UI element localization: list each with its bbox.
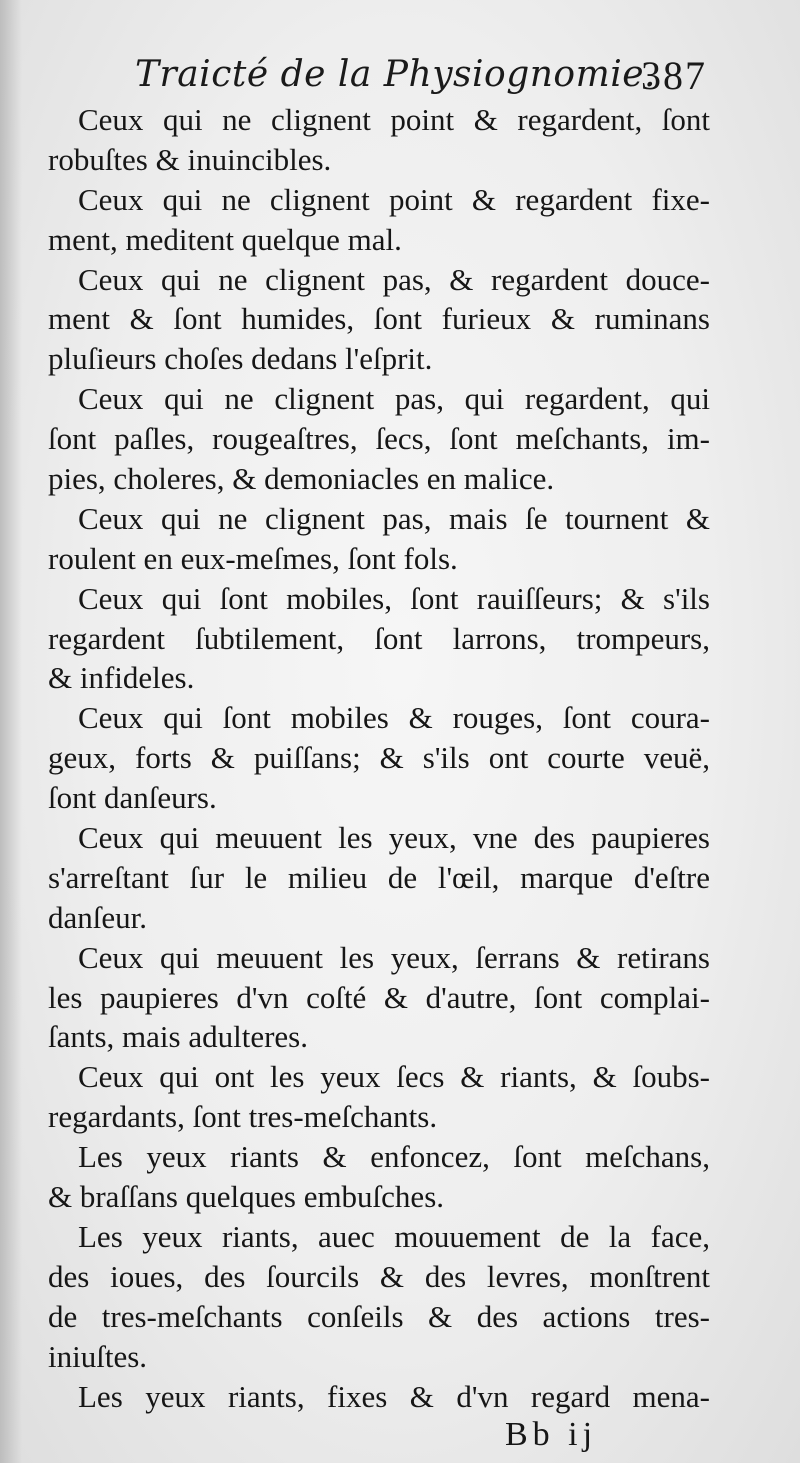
text-line: Les yeux riants, auec mouuement de la face, (78, 1218, 710, 1254)
text-line: iniuſtes. (48, 1338, 148, 1374)
text-line: ſont danſeurs. (48, 780, 217, 816)
text-line: regardants, ſont tres-meſchants. (48, 1099, 438, 1135)
text-line: Ceux qui ne clignent pas, & regardent douce- (78, 261, 710, 297)
text-line: s'arreſtant ſur le milieu de l'œil, marque d'eſtre (48, 859, 710, 895)
text-line: des ioues, des ſourcils & des levres, monſtrent (48, 1258, 710, 1294)
text-line: Ceux qui meuuent les yeux, vne des paupieres (78, 820, 710, 856)
text-line: & infideles. (48, 660, 195, 696)
text-line: pluſieurs choſes dedans l'eſprit. (48, 341, 433, 377)
text-line: de tres-meſchants conſeils & des actions tres- (48, 1298, 710, 1334)
signature-mark: Bb ij (505, 1416, 598, 1453)
text-line: ment & ſont humides, ſont furieux & ruminans (48, 301, 710, 337)
text-line: pies, choleres, & demoniacles en malice. (48, 461, 555, 497)
text-line: Ceux qui ne clignent pas, mais ſe tournent & (78, 500, 710, 536)
text-line: Ceux qui meuuent les yeux, ſerrans & retirans (78, 939, 710, 975)
page-header (135, 48, 715, 108)
text-line: danſeur. (48, 899, 147, 935)
text-line: Ceux qui ſont mobiles, ſont rauiſſeurs; & s'ils (78, 580, 710, 616)
text-line: roulent en eux-meſmes, ſont fols. (48, 540, 458, 576)
page-number: 387 (641, 53, 707, 98)
text-line: ſont paſles, rougeaſtres, ſecs, ſont meſchants, im- (48, 421, 710, 457)
text-line: les paupieres d'vn coſté & d'autre, ſont complai- (48, 979, 710, 1015)
body-text (48, 100, 710, 1416)
text-line: Ceux qui ont les yeux ſecs & riants, & ſoubs- (78, 1059, 710, 1095)
text-line: ſants, mais adulteres. (48, 1019, 308, 1055)
text-line: Ceux qui ne clignent point & regardent fixe- (78, 181, 710, 217)
text-line: geux, forts & puiſſans; & s'ils ont courte veuë, (48, 740, 710, 776)
text-line: regardent ſubtilement, ſont larrons, trompeurs, (48, 620, 710, 656)
text-line: Ceux qui ſont mobiles & rouges, ſont coura- (78, 700, 710, 736)
text-line: Les yeux riants, fixes & d'vn regard mena- (78, 1378, 710, 1414)
text-line: Ceux qui ne clignent pas, qui regardent, qui (78, 381, 710, 417)
text-line: robuſtes & inuincibles. (48, 141, 332, 177)
text-line: Ceux qui ne clignent point & regardent, ſont (78, 102, 710, 137)
text-line: ment, meditent quelque mal. (48, 221, 402, 257)
running-title: Traicté de la Physiognomie. (135, 54, 656, 95)
text-line: Les yeux riants & enfoncez, ſont meſchans, (78, 1139, 710, 1175)
text-line: & braſſans quelques embuſches. (48, 1179, 445, 1215)
